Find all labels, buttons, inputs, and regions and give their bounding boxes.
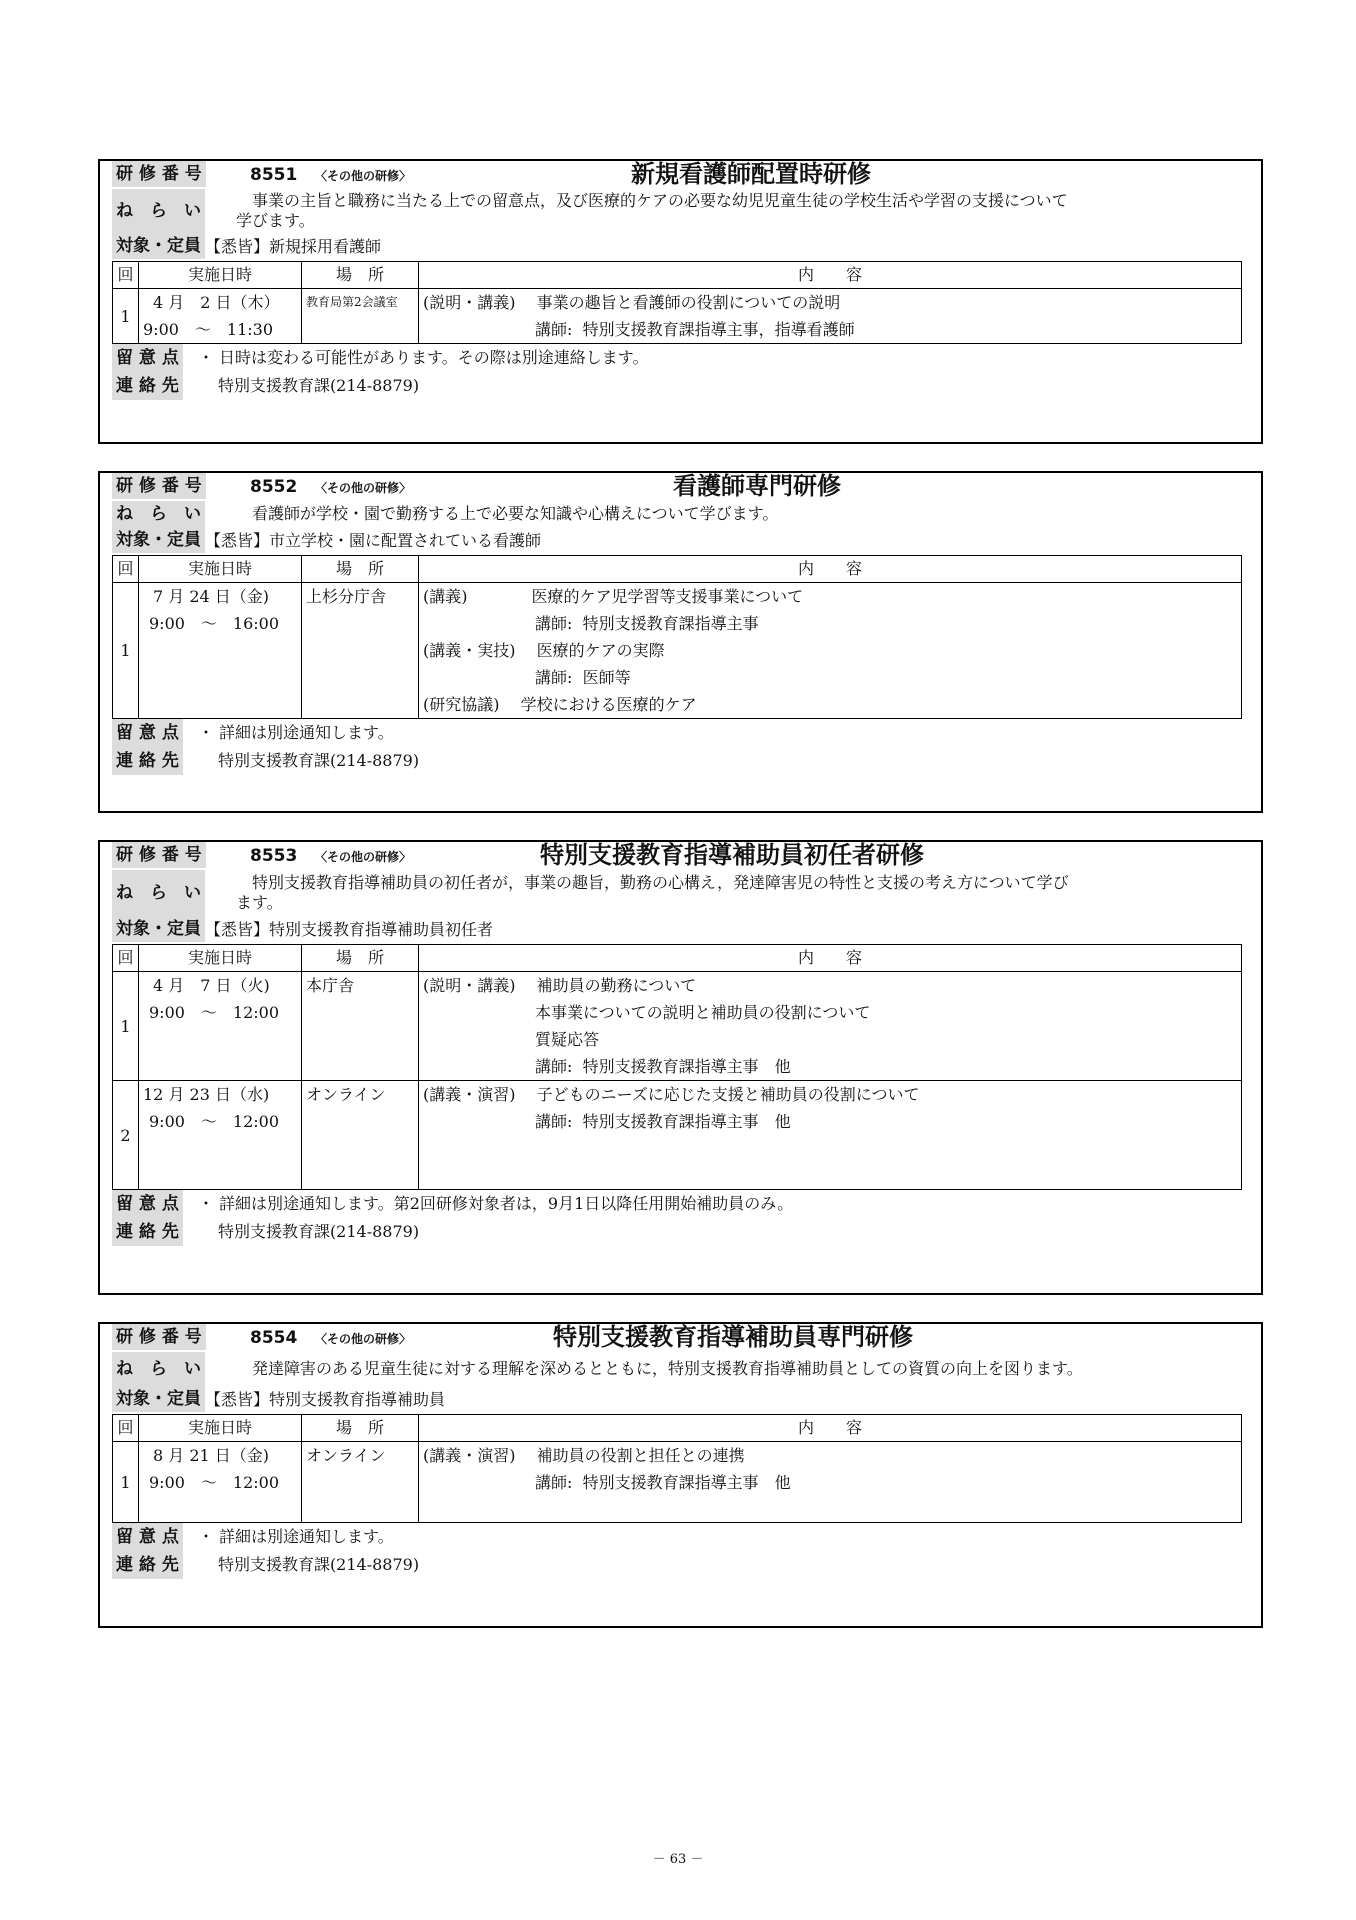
session-content: (説明・講義) 事業の趣旨と看護師の役割についての説明 講師: 特別支援教育課指導主事，指導看護師 (419, 289, 1242, 344)
course-header (100, 1324, 1261, 1352)
note-row (100, 719, 1261, 747)
course-block-8552 (98, 471, 1263, 813)
target-row (100, 1386, 1261, 1414)
col-place: 場 所 (302, 1415, 419, 1442)
target-text: 【悉皆】市立学校・園に配置されている看護師 (205, 531, 542, 550)
target-row (100, 916, 1261, 944)
course-number-label: 研 修 番 号 (112, 473, 206, 499)
schedule-table (112, 261, 1242, 344)
session-date: 4 月 7 日（火) 9:00 ～ 12:00 (139, 972, 302, 1081)
session-date: 8 月 21 日（金) 9:00 ～ 12:00 (139, 1442, 302, 1523)
col-kai: 回 (113, 556, 139, 583)
session-number: 1 (113, 289, 139, 344)
target-text: 【悉皆】特別支援教育指導補助員初任者 (205, 920, 494, 939)
course-title: 特別支援教育指導補助員初任者研修 (540, 841, 924, 869)
aim-row (100, 870, 1261, 916)
col-place: 場 所 (302, 945, 419, 972)
session-place: オンライン (302, 1442, 419, 1523)
session-number: 1 (113, 583, 139, 719)
session-date: 7 月 24 日（金) 9:00 ～ 16:00 (139, 583, 302, 719)
session-content: (講義・演習) 補助員の役割と担任との連携 講師: 特別支援教育課指導主事 他 (419, 1442, 1242, 1523)
note-row (100, 344, 1261, 372)
col-date: 実施日時 (139, 262, 302, 289)
note-text: ・ 日時は変わる可能性があります。その際は別途連絡します。 (197, 348, 649, 367)
col-content: 内 容 (419, 556, 1242, 583)
course-header (100, 473, 1261, 501)
contact-text: 特別支援教育課(214-8879) (217, 1555, 420, 1574)
schedule-table (112, 555, 1242, 719)
contact-label: 連 絡 先 (112, 747, 183, 775)
session-date: 4 月 2 日（木） 9:00 ～ 11:30 (139, 289, 302, 344)
contact-label: 連 絡 先 (112, 1218, 183, 1246)
target-text: 【悉皆】新規採用看護師 (205, 237, 382, 256)
schedule-header-row (113, 1415, 1242, 1442)
target-label: 対象・定員 (112, 233, 205, 259)
aim-row (100, 501, 1261, 527)
col-kai: 回 (113, 945, 139, 972)
col-content: 内 容 (419, 1415, 1242, 1442)
course-block-8553 (98, 840, 1263, 1295)
aim-row (100, 189, 1261, 233)
aim-label: ね ら い (112, 1352, 205, 1386)
schedule-header-row (113, 262, 1242, 289)
course-block-8551 (98, 159, 1263, 444)
col-kai: 回 (113, 1415, 139, 1442)
contact-text: 特別支援教育課(214-8879) (217, 376, 420, 395)
session-number: 1 (113, 972, 139, 1081)
contact-row (100, 372, 1261, 400)
schedule-header-row (113, 945, 1242, 972)
session-number: 2 (113, 1081, 139, 1190)
aim-text: 発達障害のある児童生徒に対する理解を深めるとともに，特別支援教育指導補助員としての資質の向上を図ります。 (252, 1359, 1083, 1378)
table-row (113, 972, 1242, 1081)
session-content: (講義・演習) 子どものニーズに応じた支援と補助員の役割について 講師: 特別支援教育課指導主事 他 (419, 1081, 1242, 1190)
aim-text: 特別支援教育指導補助員の初任者が，事業の趣旨，勤務の心構え，発達障害児の特性と支援の考え方について学び ます。 (236, 873, 1069, 912)
course-title: 特別支援教育指導補助員専門研修 (553, 1323, 913, 1351)
target-label: 対象・定員 (112, 527, 205, 553)
contact-row (100, 747, 1261, 775)
note-text: ・ 詳細は別途通知します。第2回研修対象者は，9月1日以降任用開始補助員のみ。 (197, 1194, 794, 1213)
session-content: (講義) 医療的ケア児学習等支援事業について 講師: 特別支援教育課指導主事 (講義・実技) 医療的ケアの実際 講師: 医師等 (研究協議) 学校における医療的ケア (419, 583, 1242, 719)
aim-label: ね ら い (112, 870, 205, 916)
col-date: 実施日時 (139, 1415, 302, 1442)
col-date: 実施日時 (139, 556, 302, 583)
col-kai: 回 (113, 262, 139, 289)
schedule-table (112, 1414, 1242, 1523)
course-number: 8553 (250, 846, 298, 866)
table-row (113, 583, 1242, 719)
course-header (100, 842, 1261, 870)
page-number: － 63 － (652, 1852, 704, 1867)
note-row (100, 1523, 1261, 1551)
course-number: 8551 (250, 165, 298, 185)
course-header (100, 161, 1261, 189)
course-category: 〈その他の研修〉 (315, 481, 412, 495)
contact-label: 連 絡 先 (112, 372, 183, 400)
col-content: 内 容 (419, 945, 1242, 972)
note-text: ・ 詳細は別途通知します。 (197, 1527, 394, 1546)
schedule-table (112, 944, 1242, 1190)
contact-label: 連 絡 先 (112, 1551, 183, 1579)
note-text: ・ 詳細は別途通知します。 (197, 723, 394, 742)
note-row (100, 1190, 1261, 1218)
session-place: 本庁舎 (302, 972, 419, 1081)
session-date: 12 月 23 日（水) 9:00 ～ 12:00 (139, 1081, 302, 1190)
target-text: 【悉皆】特別支援教育指導補助員 (205, 1390, 446, 1409)
contact-row (100, 1551, 1261, 1579)
col-date: 実施日時 (139, 945, 302, 972)
contact-text: 特別支援教育課(214-8879) (217, 751, 420, 770)
course-category: 〈その他の研修〉 (315, 850, 412, 864)
course-number-label: 研 修 番 号 (112, 161, 206, 187)
aim-label: ね ら い (112, 189, 205, 233)
contact-text: 特別支援教育課(214-8879) (217, 1222, 420, 1241)
course-number: 8552 (250, 477, 298, 497)
note-label: 留 意 点 (112, 719, 183, 747)
col-content: 内 容 (419, 262, 1242, 289)
session-content: (説明・講義) 補助員の勤務について 本事業についての説明と補助員の役割について 質疑応答 講師: 特別支援教育課指導主事 他 (419, 972, 1242, 1081)
session-place: オンライン (302, 1081, 419, 1190)
table-row (113, 289, 1242, 344)
schedule-header-row (113, 556, 1242, 583)
session-place: 教育局第2会議室 (302, 289, 419, 344)
aim-label: ね ら い (112, 501, 205, 527)
session-number: 1 (113, 1442, 139, 1523)
contact-row (100, 1218, 1261, 1246)
target-label: 対象・定員 (112, 916, 205, 942)
note-label: 留 意 点 (112, 344, 183, 372)
target-label: 対象・定員 (112, 1386, 205, 1412)
course-number: 8554 (250, 1328, 298, 1348)
table-row (113, 1081, 1242, 1190)
col-place: 場 所 (302, 556, 419, 583)
aim-text: 看護師が学校・園で勤務する上で必要な知識や心構えについて学びます。 (252, 504, 779, 523)
target-row (100, 233, 1261, 261)
course-category: 〈その他の研修〉 (315, 1332, 412, 1346)
table-row (113, 1442, 1242, 1523)
note-label: 留 意 点 (112, 1523, 183, 1551)
course-block-8554 (98, 1322, 1263, 1628)
session-place: 上杉分庁舎 (302, 583, 419, 719)
course-number-label: 研 修 番 号 (112, 1324, 206, 1350)
course-title: 看護師専門研修 (673, 472, 841, 500)
course-number-label: 研 修 番 号 (112, 842, 206, 868)
aim-row (100, 1352, 1261, 1386)
target-row (100, 527, 1261, 555)
note-label: 留 意 点 (112, 1190, 183, 1218)
aim-text: 事業の主旨と職務に当たる上での留意点，及び医療的ケアの必要な幼児児童生徒の学校生活や学習の支援について 学びます。 (236, 191, 1068, 230)
course-category: 〈その他の研修〉 (315, 169, 412, 183)
course-title: 新規看護師配置時研修 (631, 160, 871, 188)
col-place: 場 所 (302, 262, 419, 289)
